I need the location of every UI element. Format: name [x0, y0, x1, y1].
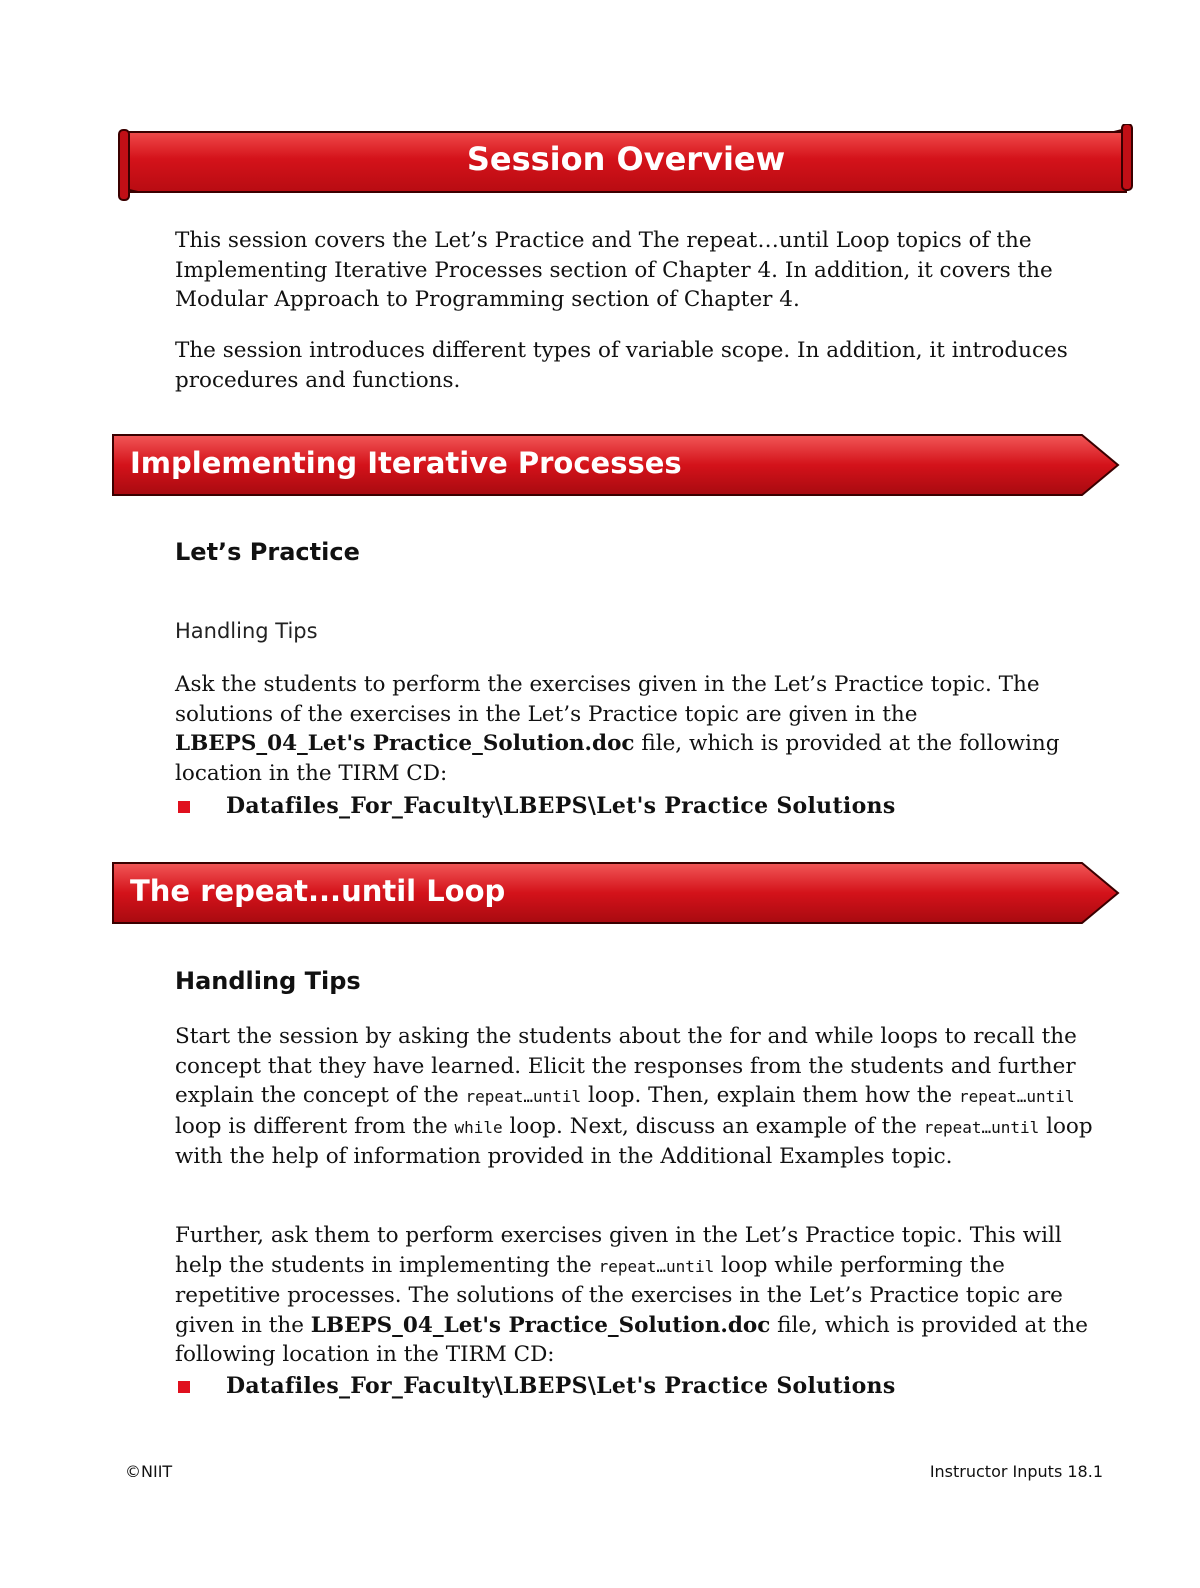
- handling-tips-label: Handling Tips: [175, 619, 318, 643]
- overview-text-1: This session covers the Let’s Practice and The repeat…until Loop topics of the Implementing Iterative Processes section of Chapter 4. In addition, it covers the Modular Approach to Programming section of Chapter 4.: [175, 228, 1053, 312]
- lets-practice-heading: Let’s Practice: [175, 538, 360, 566]
- iterative-section-title: Implementing Iterative Processes: [130, 446, 682, 480]
- repeat-text-1e: loop with the help of information provided in the Additional Examples topic.: [175, 1113, 1093, 1169]
- footer-copyright: ©NIIT: [125, 1462, 173, 1481]
- handling-tips-heading: Handling Tips: [175, 967, 361, 995]
- footer-page-label: Instructor Inputs 18.1: [929, 1462, 1103, 1481]
- overview-text-2: The session introduces different types of variable scope. In addition, it introduces procedures and functions.: [175, 338, 1068, 393]
- iterative-text-a: Ask the students to perform the exercises given in the Let’s Practice topic. The solutions of the exercises in the Let’s Practice topic are given in the: [175, 672, 1040, 727]
- repeat-text-2a: Further, ask them to perform exercises given in the Let’s Practice topic. This will help the students in implementing the: [175, 1223, 1062, 1278]
- iterative-text-b: file, which is provided at the following location in the TIRM CD:: [175, 731, 1060, 786]
- code-repeat-until: repeat…until: [923, 1117, 1040, 1137]
- overview-paragraph-2: [175, 336, 1105, 395]
- repeat-bullet-path: Datafiles_For_Faculty\LBEPS\Let's Practice Solutions: [226, 1373, 896, 1399]
- session-overview-title: Session Overview: [466, 140, 786, 178]
- iterative-bullet-path: Datafiles_For_Faculty\LBEPS\Let's Practice Solutions: [226, 793, 896, 819]
- repeat-text-2b: loop while performing the repetitive processes. The solutions of the exercises in the Let’s Practice topic are given in the: [175, 1252, 1063, 1338]
- repeat-paragraph-1: [175, 1022, 1105, 1172]
- code-repeat-until: repeat…until: [465, 1087, 582, 1106]
- iterative-section-banner: [112, 434, 1120, 496]
- repeat-text-1c: loop is different from the: [175, 1113, 455, 1139]
- square-bullet-icon: [178, 1381, 190, 1393]
- code-while: while: [454, 1117, 503, 1137]
- session-overview-banner: [118, 124, 1134, 204]
- iterative-paragraph: [175, 670, 1105, 788]
- repeat-text-1a: Start the session by asking the students about the for and while loops to recall the concept that they have learned. Elicit the responses from the students and further explain the concept of the: [175, 1024, 1077, 1108]
- repeat-text-2c: file, which is provided at the following location in the TIRM CD:: [175, 1312, 1088, 1367]
- solution-filename: LBEPS_04_Let's Practice_Solution.doc: [175, 731, 635, 756]
- overview-paragraph-1: [175, 226, 1105, 315]
- repeat-section-banner: [112, 862, 1120, 924]
- code-repeat-until: repeat…until: [598, 1256, 715, 1276]
- square-bullet-icon: [178, 801, 190, 813]
- solution-filename: LBEPS_04_Let's Practice_Solution.doc: [310, 1312, 771, 1338]
- repeat-text-1b: loop. Then, explain them how the: [581, 1083, 959, 1108]
- code-repeat-until: repeat…until: [958, 1087, 1075, 1106]
- repeat-section-title: The repeat...until Loop: [130, 874, 506, 908]
- repeat-text-1d: loop. Next, discuss an example of the: [502, 1113, 924, 1139]
- repeat-paragraph-2: [175, 1221, 1105, 1370]
